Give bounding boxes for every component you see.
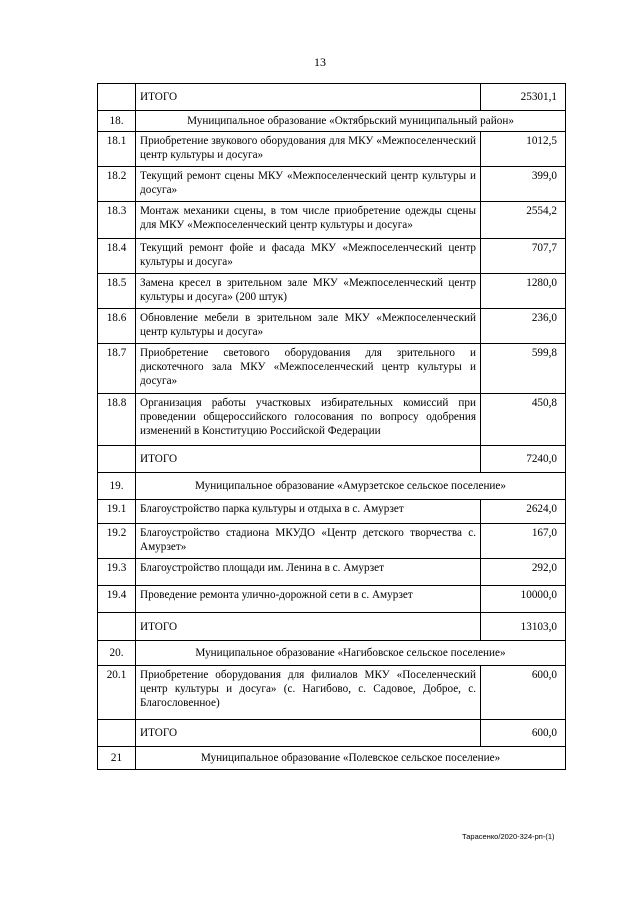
row-number [98,720,136,747]
item-value: 1280,0 [481,274,566,309]
row-number: 19.3 [98,559,136,586]
item-description: Обновление мебели в зрительном зале МКУ «Межпоселенческий центр культуры и досуга» [136,309,481,344]
table-row [98,132,566,167]
total-row [98,84,566,111]
item-value: 167,0 [481,524,566,559]
row-number: 18.4 [98,239,136,274]
table-row [98,586,566,613]
row-number: 18.7 [98,344,136,394]
row-number [98,84,136,111]
table-row [98,394,566,446]
section-row [98,747,566,770]
row-number: 19.1 [98,500,136,524]
item-value: 236,0 [481,309,566,344]
item-value: 599,8 [481,344,566,394]
section-row [98,473,566,500]
page-number: 13 [314,55,326,69]
row-number: 20. [98,641,136,666]
item-value: 399,0 [481,167,566,202]
item-value: 600,0 [481,666,566,720]
row-number: 19.2 [98,524,136,559]
total-row [98,720,566,747]
item-description: Проведение ремонта улично-дорожной сети в с. Амурзет [136,586,481,613]
total-label: ИТОГО [136,84,481,111]
row-number: 21 [98,747,136,770]
table-row [98,167,566,202]
section-title: Муниципальное образование «Амурзетское сельское поселение» [136,473,566,500]
item-description: Благоустройство стадиона МКУДО «Центр детского творчества с. Амурзет» [136,524,481,559]
total-row [98,446,566,473]
row-number: 18.5 [98,274,136,309]
total-label: ИТОГО [136,720,481,747]
item-value: 292,0 [481,559,566,586]
table-row [98,500,566,524]
section-row [98,111,566,132]
row-number: 19. [98,473,136,500]
item-value: 10000,0 [481,586,566,613]
item-value: 707,7 [481,239,566,274]
item-description: Приобретение светового оборудования для зрительного и дискотечного зала МКУ «Межпоселенческий центр культуры и досуга» [136,344,481,394]
total-label: ИТОГО [136,613,481,641]
item-value: 450,8 [481,394,566,446]
item-description: Текущий ремонт фойе и фасада МКУ «Межпоселенческий центр культуры и досуга» [136,239,481,274]
total-value: 7240,0 [481,446,566,473]
item-value: 1012,5 [481,132,566,167]
item-description: Монтаж механики сцены, в том числе приобретение одежды сцены для МКУ «Межпоселенческий центр культуры и досуга» [136,202,481,239]
item-description: Организация работы участковых избирательных комиссий при проведении общероссийского голосования по вопросу одобрения изменений в Конституцию Российской Федерации [136,394,481,446]
row-number: 18.6 [98,309,136,344]
row-number: 18. [98,111,136,132]
item-value: 2554,2 [481,202,566,239]
row-number: 18.3 [98,202,136,239]
row-number: 18.1 [98,132,136,167]
table-row [98,559,566,586]
section-row [98,641,566,666]
row-number [98,446,136,473]
table-row [98,309,566,344]
table-row [98,239,566,274]
row-number: 18.8 [98,394,136,446]
total-value: 13103,0 [481,613,566,641]
total-row [98,613,566,641]
item-description: Текущий ремонт сцены МКУ «Межпоселенческий центр культуры и досуга» [136,167,481,202]
section-title: Муниципальное образование «Нагибовское сельское поселение» [136,641,566,666]
item-value: 2624,0 [481,500,566,524]
total-value: 25301,1 [481,84,566,111]
table-row [98,524,566,559]
row-number: 19.4 [98,586,136,613]
row-number: 20.1 [98,666,136,720]
item-description: Замена кресел в зрительном зале МКУ «Межпоселенческий центр культуры и досуга» (200 штук) [136,274,481,309]
document-code: Тарасенко/2020-324-рп-(1) [462,832,555,841]
total-value: 600,0 [481,720,566,747]
item-description: Благоустройство площади им. Ленина в с. Амурзет [136,559,481,586]
budget-table [97,83,566,770]
total-label: ИТОГО [136,446,481,473]
item-description: Благоустройство парка культуры и отдыха в с. Амурзет [136,500,481,524]
table-row [98,666,566,720]
table-row [98,274,566,309]
table-row [98,344,566,394]
table-row [98,202,566,239]
row-number [98,613,136,641]
row-number: 18.2 [98,167,136,202]
section-title: Муниципальное образование «Октябрьский муниципальный район» [136,111,566,132]
item-description: Приобретение звукового оборудования для МКУ «Межпоселенческий центр культуры и досуга» [136,132,481,167]
section-title: Муниципальное образование «Полевское сельское поселение» [136,747,566,770]
item-description: Приобретение оборудования для филиалов МКУ «Поселенческий центр культуры и досуга» (с. Нагибово, с. Садовое, Доброе, с. Благословенное) [136,666,481,720]
